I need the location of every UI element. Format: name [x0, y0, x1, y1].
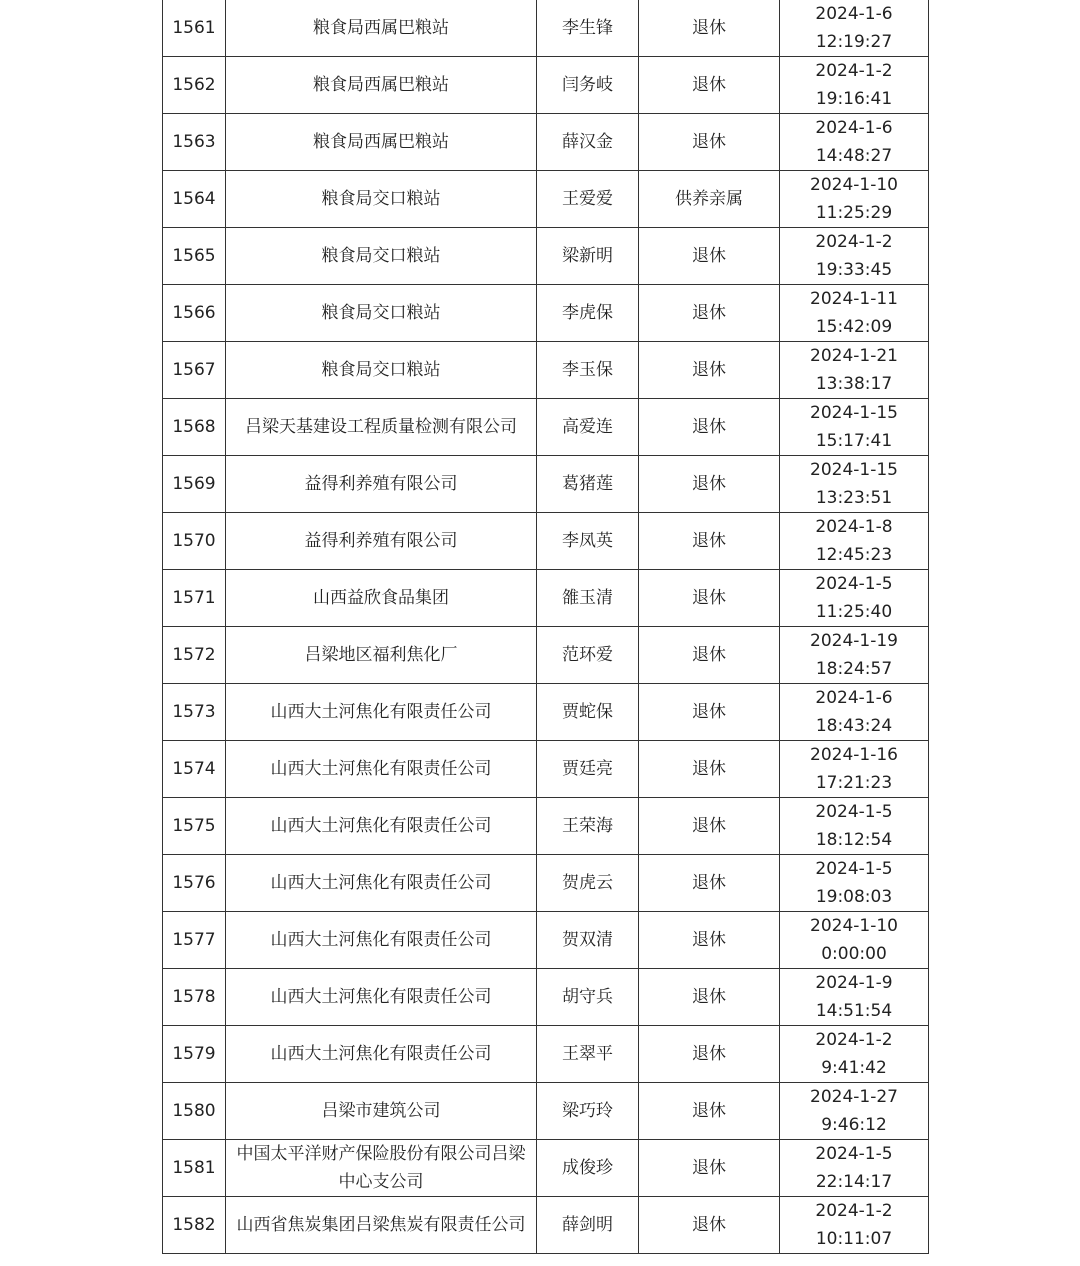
cell-person-type: 退休: [639, 912, 780, 969]
cell-person-name: 闫务岐: [537, 57, 639, 114]
cell-serial-number: 1577: [163, 912, 226, 969]
cell-work-unit-text: 粮食局西属巴粮站: [313, 132, 449, 152]
cell-person-type: 退休: [639, 513, 780, 570]
cell-timestamp: [780, 114, 929, 171]
cell-serial-number: 1564: [163, 171, 226, 228]
cell-timestamp: [780, 399, 929, 456]
cell-work-unit-text: 粮食局交口粮站: [321, 303, 441, 323]
table-row: [163, 798, 929, 855]
cell-person-type: 退休: [639, 456, 780, 513]
cell-work-unit: [226, 1026, 537, 1083]
cell-timestamp-text: 2024-1-21 13:38:17: [810, 346, 898, 394]
table-row: [163, 171, 929, 228]
table-row: [163, 1026, 929, 1083]
cell-work-unit: [226, 627, 537, 684]
cell-serial-number: 1569: [163, 456, 226, 513]
cell-work-unit: [226, 114, 537, 171]
cell-timestamp-text: 2024-1-2 9:41:42: [815, 1030, 893, 1078]
cell-timestamp: [780, 570, 929, 627]
cell-timestamp: [780, 855, 929, 912]
cell-person-name: 薛剑明: [537, 1197, 639, 1254]
cell-work-unit: [226, 684, 537, 741]
cell-work-unit: [226, 285, 537, 342]
cell-serial-number: 1568: [163, 399, 226, 456]
cell-timestamp: [780, 1197, 929, 1254]
cell-serial-number: 1581: [163, 1140, 226, 1197]
cell-person-name: 胡守兵: [537, 969, 639, 1026]
cell-person-type: 退休: [639, 855, 780, 912]
cell-timestamp-text: 2024-1-5 22:14:17: [815, 1144, 893, 1192]
records-table: [162, 0, 929, 1254]
cell-person-type: 退休: [639, 0, 780, 57]
cell-work-unit: [226, 1197, 537, 1254]
cell-person-type: 退休: [639, 798, 780, 855]
table-row: [163, 969, 929, 1026]
cell-timestamp: [780, 912, 929, 969]
table-row: [163, 456, 929, 513]
cell-timestamp-text: 2024-1-6 14:48:27: [815, 118, 893, 166]
cell-work-unit: [226, 342, 537, 399]
cell-person-type: 供养亲属: [639, 171, 780, 228]
cell-person-name: 葛猪莲: [537, 456, 639, 513]
table-row: [163, 1083, 929, 1140]
cell-work-unit-text: 粮食局交口粮站: [321, 246, 441, 266]
cell-timestamp-text: 2024-1-6 12:19:27: [815, 4, 893, 52]
cell-work-unit-text: 山西省焦炭集团吕梁焦炭有限责任公司: [236, 1215, 526, 1235]
cell-serial-number: 1562: [163, 57, 226, 114]
cell-timestamp: [780, 0, 929, 57]
cell-work-unit: [226, 855, 537, 912]
cell-serial-number: 1570: [163, 513, 226, 570]
cell-serial-number: 1582: [163, 1197, 226, 1254]
cell-person-type: 退休: [639, 741, 780, 798]
cell-timestamp-text: 2024-1-8 12:45:23: [815, 517, 893, 565]
cell-timestamp: [780, 627, 929, 684]
cell-person-name: 成俊珍: [537, 1140, 639, 1197]
cell-person-name: 高爱连: [537, 399, 639, 456]
cell-person-type: 退休: [639, 285, 780, 342]
cell-timestamp: [780, 741, 929, 798]
cell-serial-number: 1575: [163, 798, 226, 855]
cell-person-name: 王翠平: [537, 1026, 639, 1083]
cell-work-unit: [226, 570, 537, 627]
table-row: [163, 0, 929, 57]
cell-serial-number: 1571: [163, 570, 226, 627]
cell-timestamp-text: 2024-1-19 18:24:57: [810, 631, 898, 679]
table-row: [163, 627, 929, 684]
cell-timestamp: [780, 171, 929, 228]
cell-work-unit: [226, 912, 537, 969]
cell-work-unit-text: 山西大土河焦化有限责任公司: [270, 816, 492, 836]
cell-work-unit-text: 粮食局交口粮站: [321, 360, 441, 380]
cell-work-unit-text: 中国太平洋财产保险股份有限公司吕梁中心支公司: [236, 1144, 526, 1192]
cell-timestamp-text: 2024-1-10 11:25:29: [810, 175, 898, 223]
cell-work-unit-text: 吕梁天基建设工程质量检测有限公司: [245, 417, 517, 437]
table-row: [163, 570, 929, 627]
cell-person-name: 李生锋: [537, 0, 639, 57]
cell-timestamp: [780, 285, 929, 342]
cell-person-name: 贺虎云: [537, 855, 639, 912]
cell-timestamp: [780, 684, 929, 741]
cell-work-unit-text: 吕梁地区福利焦化厂: [304, 645, 458, 665]
cell-timestamp-text: 2024-1-11 15:42:09: [810, 289, 898, 337]
cell-work-unit-text: 山西大土河焦化有限责任公司: [270, 702, 492, 722]
cell-timestamp: [780, 342, 929, 399]
cell-timestamp-text: 2024-1-15 15:17:41: [810, 403, 898, 451]
cell-serial-number: 1565: [163, 228, 226, 285]
cell-work-unit-text: 山西大土河焦化有限责任公司: [270, 873, 492, 893]
cell-person-type: 退休: [639, 627, 780, 684]
cell-timestamp: [780, 228, 929, 285]
cell-timestamp-text: 2024-1-5 19:08:03: [815, 859, 893, 907]
cell-person-type: 退休: [639, 969, 780, 1026]
cell-work-unit: [226, 57, 537, 114]
cell-work-unit: [226, 513, 537, 570]
cell-timestamp-text: 2024-1-6 18:43:24: [815, 688, 893, 736]
cell-work-unit: [226, 1083, 537, 1140]
table-row: [163, 855, 929, 912]
cell-person-name: 贾廷亮: [537, 741, 639, 798]
cell-person-name: 雒玉清: [537, 570, 639, 627]
cell-work-unit-text: 粮食局交口粮站: [321, 189, 441, 209]
table-row: [163, 114, 929, 171]
cell-person-type: 退休: [639, 1026, 780, 1083]
cell-person-name: 薛汉金: [537, 114, 639, 171]
cell-timestamp-text: 2024-1-10 0:00:00: [810, 916, 898, 964]
cell-person-name: 范环爱: [537, 627, 639, 684]
cell-serial-number: 1563: [163, 114, 226, 171]
cell-serial-number: 1561: [163, 0, 226, 57]
cell-person-type: 退休: [639, 684, 780, 741]
cell-work-unit-text: 山西大土河焦化有限责任公司: [270, 1044, 492, 1064]
cell-serial-number: 1576: [163, 855, 226, 912]
table-row: [163, 285, 929, 342]
cell-person-name: 梁巧玲: [537, 1083, 639, 1140]
cell-timestamp-text: 2024-1-2 10:11:07: [815, 1201, 893, 1249]
cell-work-unit: [226, 399, 537, 456]
cell-person-type: 退休: [639, 399, 780, 456]
table-row: [163, 684, 929, 741]
cell-person-type: 退休: [639, 57, 780, 114]
cell-work-unit-text: 山西大土河焦化有限责任公司: [270, 930, 492, 950]
cell-work-unit: [226, 171, 537, 228]
cell-serial-number: 1567: [163, 342, 226, 399]
cell-person-type: 退休: [639, 228, 780, 285]
cell-work-unit-text: 粮食局西属巴粮站: [313, 18, 449, 38]
cell-serial-number: 1573: [163, 684, 226, 741]
cell-work-unit-text: 山西益欣食品集团: [313, 588, 449, 608]
cell-timestamp-text: 2024-1-2 19:16:41: [815, 61, 893, 109]
cell-person-name: 李虎保: [537, 285, 639, 342]
cell-work-unit-text: 山西大土河焦化有限责任公司: [270, 987, 492, 1007]
cell-serial-number: 1580: [163, 1083, 226, 1140]
cell-timestamp-text: 2024-1-9 14:51:54: [815, 973, 893, 1021]
cell-timestamp: [780, 1026, 929, 1083]
cell-timestamp: [780, 57, 929, 114]
cell-timestamp-text: 2024-1-16 17:21:23: [810, 745, 898, 793]
table-row: [163, 1197, 929, 1254]
cell-timestamp-text: 2024-1-2 19:33:45: [815, 232, 893, 280]
cell-timestamp-text: 2024-1-5 11:25:40: [815, 574, 893, 622]
cell-person-type: 退休: [639, 1197, 780, 1254]
cell-person-type: 退休: [639, 570, 780, 627]
cell-timestamp: [780, 1140, 929, 1197]
cell-serial-number: 1566: [163, 285, 226, 342]
cell-person-name: 贾蛇保: [537, 684, 639, 741]
cell-timestamp-text: 2024-1-5 18:12:54: [815, 802, 893, 850]
cell-person-name: 梁新明: [537, 228, 639, 285]
cell-work-unit: [226, 1140, 537, 1197]
cell-work-unit-text: 山西大土河焦化有限责任公司: [270, 759, 492, 779]
cell-work-unit: [226, 228, 537, 285]
table-row: [163, 342, 929, 399]
cell-person-type: 退休: [639, 114, 780, 171]
cell-timestamp: [780, 798, 929, 855]
cell-work-unit: [226, 0, 537, 57]
cell-person-name: 王荣海: [537, 798, 639, 855]
cell-person-type: 退休: [639, 1083, 780, 1140]
cell-work-unit: [226, 456, 537, 513]
cell-work-unit: [226, 969, 537, 1026]
cell-work-unit-text: 粮食局西属巴粮站: [313, 75, 449, 95]
cell-work-unit-text: 益得利养殖有限公司: [304, 474, 458, 494]
cell-person-name: 王爱爱: [537, 171, 639, 228]
cell-work-unit: [226, 798, 537, 855]
cell-serial-number: 1579: [163, 1026, 226, 1083]
table-row: [163, 912, 929, 969]
cell-timestamp: [780, 513, 929, 570]
cell-serial-number: 1574: [163, 741, 226, 798]
table-row: [163, 1140, 929, 1197]
cell-person-name: 李玉保: [537, 342, 639, 399]
table-row: [163, 513, 929, 570]
cell-timestamp: [780, 969, 929, 1026]
cell-timestamp: [780, 456, 929, 513]
cell-work-unit-text: 吕梁市建筑公司: [321, 1101, 441, 1121]
cell-timestamp: [780, 1083, 929, 1140]
cell-person-name: 贺双清: [537, 912, 639, 969]
cell-timestamp-text: 2024-1-15 13:23:51: [810, 460, 898, 508]
cell-work-unit-text: 益得利养殖有限公司: [304, 531, 458, 551]
table-row: [163, 399, 929, 456]
table-row: [163, 741, 929, 798]
table-row: [163, 228, 929, 285]
cell-serial-number: 1578: [163, 969, 226, 1026]
cell-timestamp-text: 2024-1-27 9:46:12: [810, 1087, 898, 1135]
cell-person-type: 退休: [639, 342, 780, 399]
cell-work-unit: [226, 741, 537, 798]
cell-serial-number: 1572: [163, 627, 226, 684]
table-row: [163, 57, 929, 114]
cell-person-name: 李凤英: [537, 513, 639, 570]
table-body: [163, 0, 929, 1254]
cell-person-type: 退休: [639, 1140, 780, 1197]
